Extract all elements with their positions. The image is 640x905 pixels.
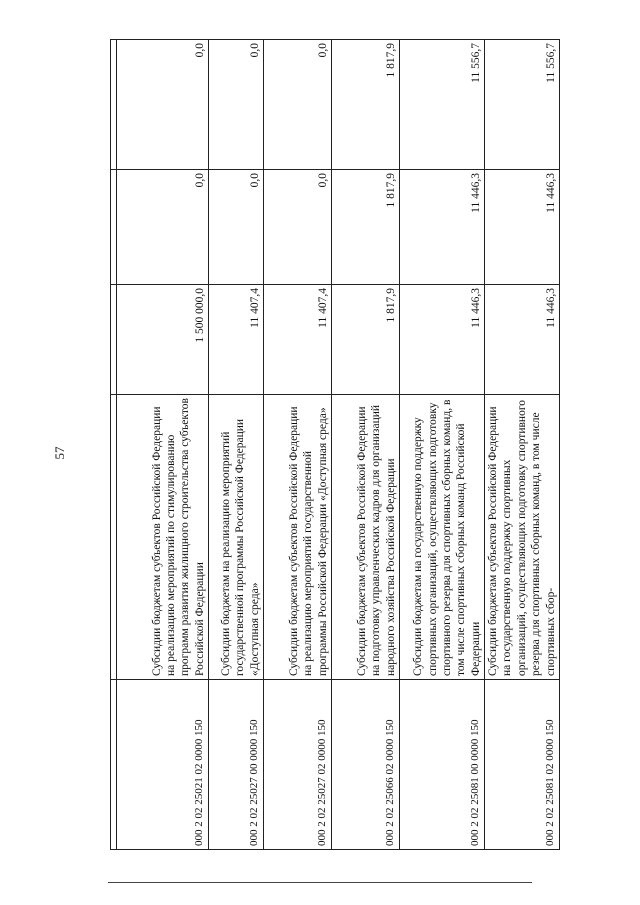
amount-cell-3: 0,0 xyxy=(264,40,332,170)
amount-cell-3: 0,0 xyxy=(209,40,264,170)
budget-code-cell: 000 2 02 25066 02 0000 150 xyxy=(332,680,400,850)
page-number: 57 xyxy=(52,446,67,460)
table-row xyxy=(485,40,560,850)
amount-cell-2: 0,0 xyxy=(117,170,209,285)
budget-code-cell: 000 2 02 25021 02 0000 150 xyxy=(117,680,209,850)
amount-cell-1: 11 407,4 xyxy=(264,285,332,395)
amount-cell-1: 11 446,3 xyxy=(485,285,560,395)
amount-cell-2: 1 817,9 xyxy=(332,170,400,285)
amount-cell-1: 1 817,9 xyxy=(332,285,400,395)
amount-cell-1: 1 500 000,0 xyxy=(117,285,209,395)
amount-cell-3: 11 556,7 xyxy=(400,40,485,170)
rotated-table-container xyxy=(110,40,557,850)
budget-table xyxy=(110,39,560,850)
table-row xyxy=(332,40,400,850)
income-name-cell: Субсидии бюджетам субъектов Российской Федерации на реализацию мероприятий государственной программы Российской Федерации «Доступная среда» xyxy=(264,395,332,680)
amount-cell-2: 11 446,3 xyxy=(485,170,560,285)
table-row xyxy=(400,40,485,850)
amount-cell-2: 11 446,3 xyxy=(400,170,485,285)
budget-code-cell: 000 2 02 25081 02 0000 150 xyxy=(485,680,560,850)
amount-cell-2: 0,0 xyxy=(264,170,332,285)
table-row xyxy=(209,40,264,850)
amount-cell-3: 11 556,7 xyxy=(485,40,560,170)
amount-cell-3: 1 817,9 xyxy=(332,40,400,170)
amount-cell-2: 0,0 xyxy=(209,170,264,285)
income-name-cell: Субсидии бюджетам субъектов Российской Федерации на реализацию мероприятий по стимулированию программ развития жилищного строительства субъектов Российской Федерации xyxy=(117,395,209,680)
income-name-cell: Субсидии бюджетам на реализацию мероприятий государственной программы Российской Федерации «Доступная среда» xyxy=(209,395,264,680)
budget-code-cell: 000 2 02 25081 00 0000 150 xyxy=(400,680,485,850)
income-name-cell: Субсидии бюджетам субъектов Российской Федерации на государственную поддержку спортивных организаций, осуществляющих подготовку спортивного резерва для спортивных сборных команд, в том числе спортивных сбор- xyxy=(485,395,560,680)
amount-cell-1: 11 446,3 xyxy=(400,285,485,395)
income-name-cell: Субсидии бюджетам на государственную поддержку спортивных организаций, осуществляющих подготовку спортивного резерва для спортивных сборных команд, в том числе спортивных сборных команд Российской Федерации xyxy=(400,395,485,680)
income-name-cell: Субсидии бюджетам субъектов Российской Федерации на подготовку управленческих кадров для организаций народного хозяйства Российской Федерации xyxy=(332,395,400,680)
table-row xyxy=(117,40,209,850)
page-bottom-rule xyxy=(108,882,532,883)
budget-code-cell: 000 2 02 25027 00 0000 150 xyxy=(209,680,264,850)
amount-cell-1: 11 407,4 xyxy=(209,285,264,395)
budget-code-cell: 000 2 02 25027 02 0000 150 xyxy=(264,680,332,850)
amount-cell-3: 0,0 xyxy=(117,40,209,170)
table-row xyxy=(264,40,332,850)
